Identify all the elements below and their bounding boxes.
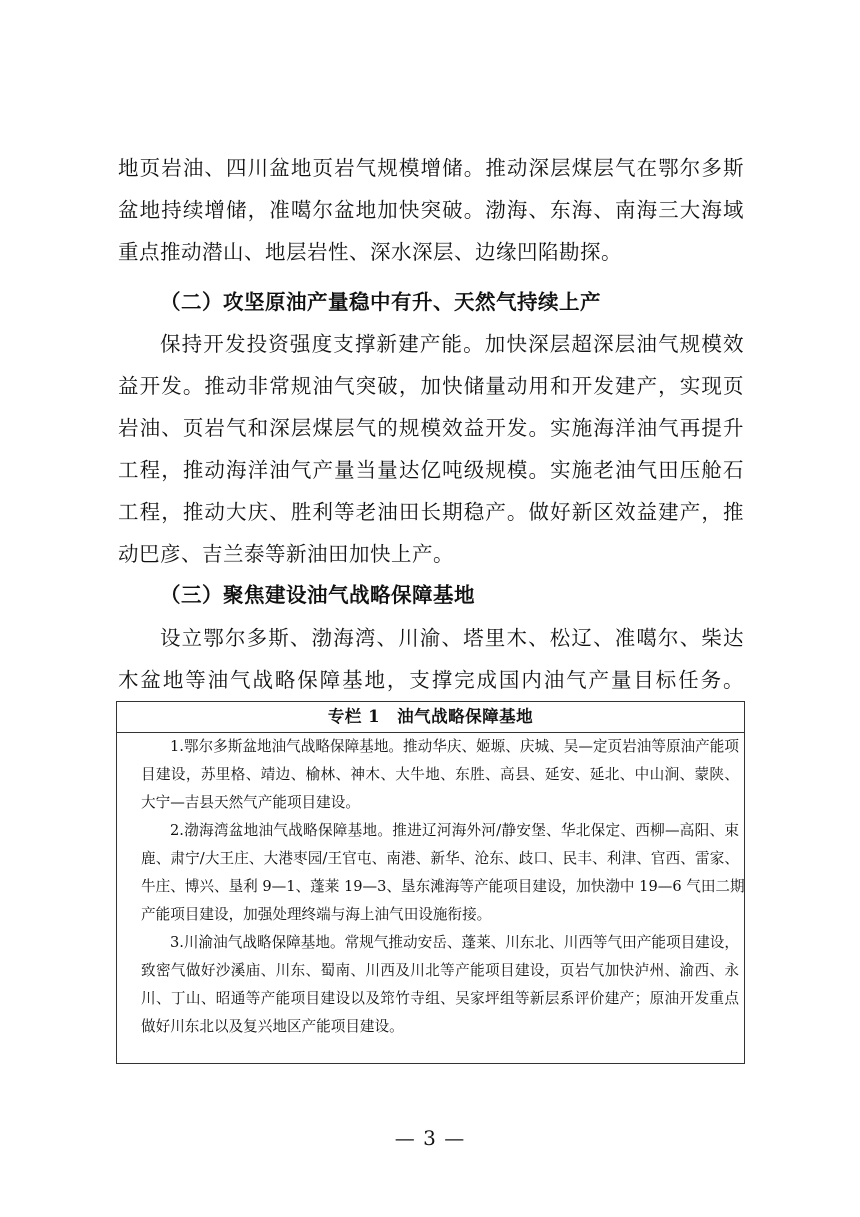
box-text-line: 1.鄂尔多斯盆地油气战略保障基地。推动华庆、姬塬、庆城、吴—定页岩油等原油产能项 xyxy=(170,738,739,755)
box-text-line: 2.渤海湾盆地油气战略保障基地。推进辽河海外河/静安堡、华北保定、西柳—高阳、束 xyxy=(170,822,739,839)
box-text-line: 产能项目建设，加强处理终端与海上油气田设施衔接。 xyxy=(141,906,492,923)
box-text-line: 大宁—吉县天然气产能项目建设。 xyxy=(141,794,360,811)
paragraph-production xyxy=(118,323,744,575)
text-line: 设立鄂尔多斯、渤海湾、川渝、塔里木、松辽、准噶尔、柴达 xyxy=(160,626,744,650)
box-text-line: 致密气做好沙溪庙、川东、蜀南、川西及川北等产能项目建设，页岩气加快泸州、渝西、永 xyxy=(141,962,739,979)
section-heading-3: （三）聚焦建设油气战略保障基地 xyxy=(160,583,475,607)
text-line: 保持开发投资强度支撑新建产能。加快深层超深层油气规模效 xyxy=(160,332,744,356)
text-line: 益开发。推动非常规油气突破，加快储量动用和开发建产，实现页 xyxy=(118,374,744,398)
text-line: 岩油、页岩气和深层煤层气的规模效益开发。实施海洋油气再提升 xyxy=(118,416,744,440)
text-line: 地页岩油、四川盆地页岩气规模增储。推动深层煤层气在鄂尔多斯 xyxy=(118,156,744,180)
box-text-line: 牛庄、博兴、垦利 9—1、蓬莱 19—3、垦东滩海等产能项目建设，加快渤中 19—6 气田二期 xyxy=(141,878,745,895)
paragraph-exploration xyxy=(118,147,744,273)
page-number: — 3 — xyxy=(394,1126,466,1150)
box-text-line: 3.川渝油气战略保障基地。常规气推动安岳、蓬莱、川东北、川西等气田产能项目建设， xyxy=(170,934,739,951)
paragraph-bases xyxy=(118,617,744,701)
text-line: 工程，推动大庆、胜利等老油田长期稳产。做好新区效益建产，推 xyxy=(118,500,744,524)
box-text-line: 川、丁山、昭通等产能项目建设以及筇竹寺组、吴家坪组等新层系评价建产；原油开发重点 xyxy=(141,990,739,1007)
text-line: 动巴彦、吉兰泰等新油田加快上产。 xyxy=(118,542,454,566)
column-box-body xyxy=(141,733,745,1041)
column-box-title: 专栏 1 油气战略保障基地 xyxy=(117,702,744,733)
text-line: 工程，推动海洋油气产量当量达亿吨级规模。实施老油气田压舱石 xyxy=(118,458,744,482)
box-text-line: 目建设，苏里格、靖边、榆林、神木、大牛地、东胜、高县、延安、延北、中山涧、蒙陕、 xyxy=(141,766,739,783)
text-line: 盆地持续增储，准噶尔盆地加快突破。渤海、东海、南海三大海域 xyxy=(118,198,744,222)
box-text-line: 做好川东北以及复兴地区产能项目建设。 xyxy=(141,1018,404,1035)
text-line: 木盆地等油气战略保障基地，支撑完成国内油气产量目标任务。 xyxy=(118,668,744,692)
box-text-line: 鹿、肃宁/大王庄、大港枣园/王官屯、南港、新华、沧东、歧口、民丰、利津、官西、雷家、 xyxy=(141,850,739,867)
column-box xyxy=(116,701,745,1064)
text-line: 重点推动潜山、地层岩性、深水深层、边缘凹陷勘探。 xyxy=(118,240,622,264)
section-heading-2: （二）攻坚原油产量稳中有升、天然气持续上产 xyxy=(160,290,601,314)
